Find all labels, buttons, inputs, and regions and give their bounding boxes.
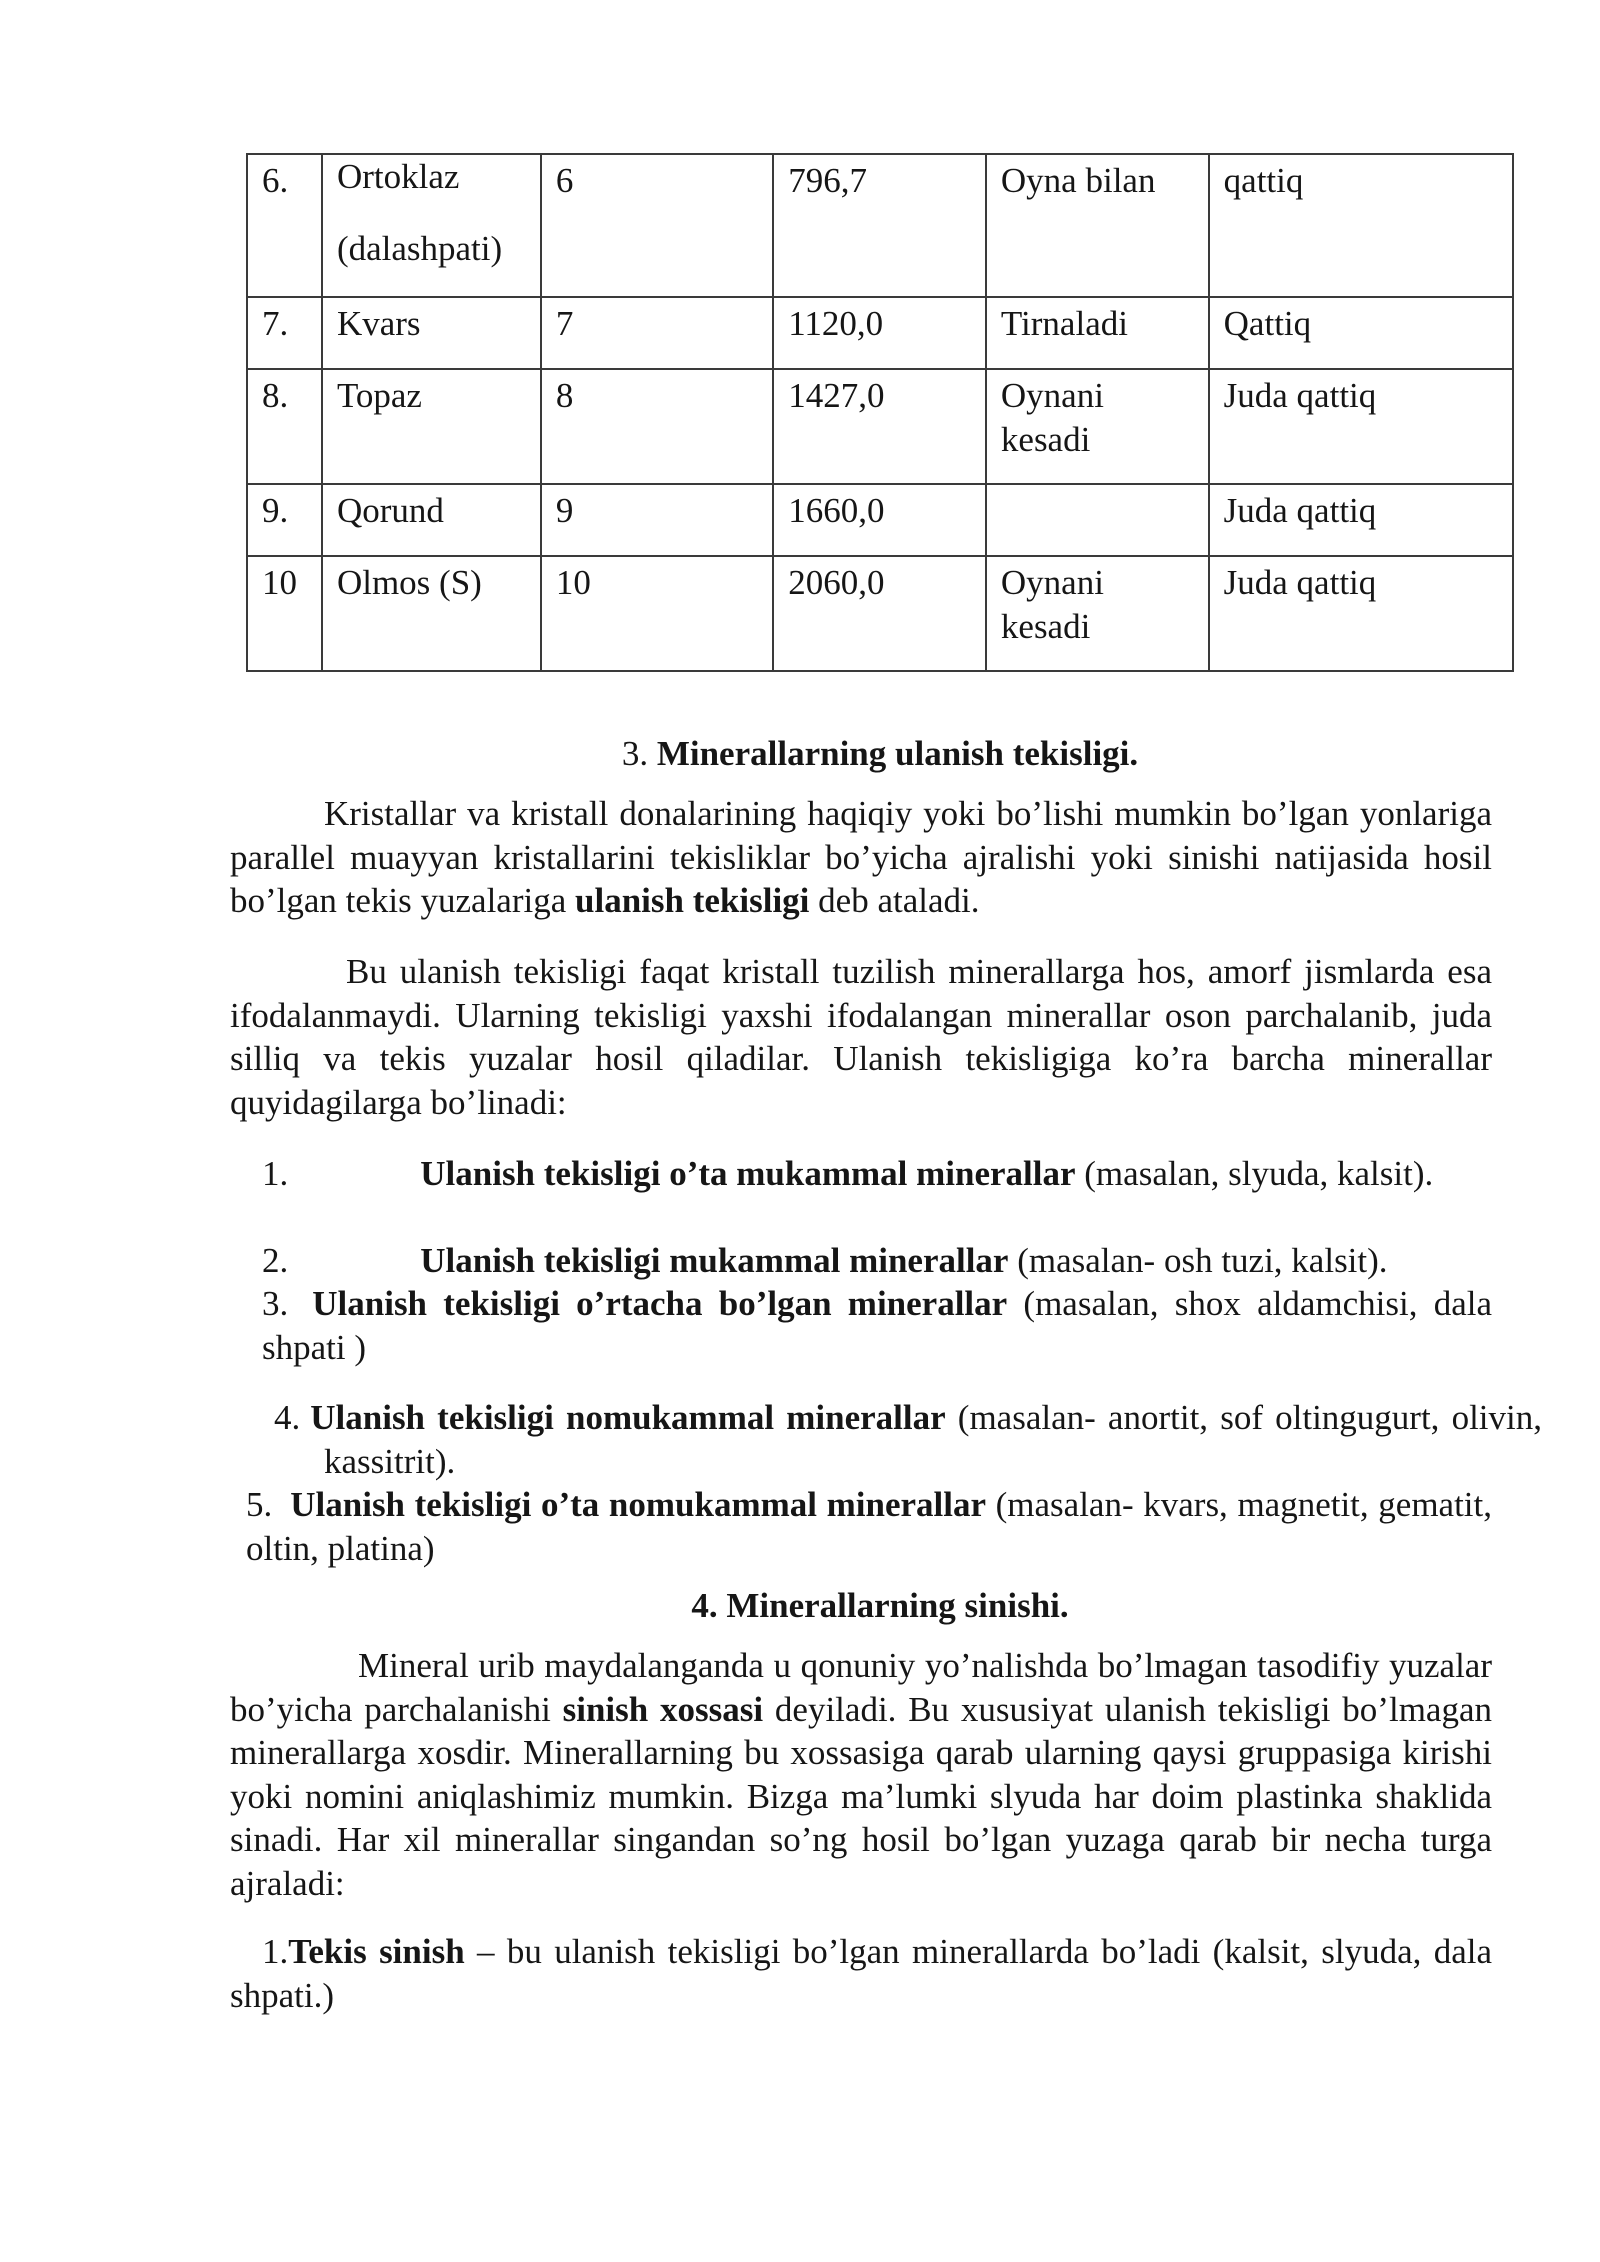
hardness-cell: 7 bbox=[541, 297, 773, 369]
hardness-cell: 9 bbox=[541, 484, 773, 556]
quality-cell: Juda qattiq bbox=[1209, 484, 1513, 556]
section-3-heading: 3. Minerallarning ulanish tekisligi. bbox=[621, 734, 1139, 773]
section-3-paragraph-1: Kristallar va kristall donalarining haqiqiy yoki bo’lishi mumkin bo’lgan yonlariga parallel muayyan kristallarini tekisliklar bo’yicha ajralishi yoki sinishi natijasida hosil bo’lgan tekis yuzalariga ulanish tekisligi deb ataladi. bbox=[230, 794, 1492, 920]
mineral-name-cell: Topaz bbox=[322, 369, 541, 484]
table-row bbox=[247, 556, 1513, 671]
quality-cell: Juda qattiq bbox=[1209, 369, 1513, 484]
row-number-cell: 9. bbox=[247, 484, 322, 556]
value-cell: 796,7 bbox=[773, 154, 986, 297]
row-number-cell: 6. bbox=[247, 154, 322, 297]
mineral-hardness-table bbox=[246, 153, 1514, 672]
mineral-name-cell: Kvars bbox=[322, 297, 541, 369]
table-row bbox=[247, 484, 1513, 556]
value-cell: 2060,0 bbox=[773, 556, 986, 671]
list-item: 4. Ulanish tekisligi nomukammal minerallar (masalan- anortit, sof oltingugurt, olivin, kassitrit). bbox=[274, 1398, 1542, 1481]
section-4-paragraph: Mineral urib maydalanganda u qonuniy yo’nalishda bo’lmagan tasodifiy yuzalar bo’yicha parchalanishi sinish xossasi deyiladi. Bu xususiyat ulanish tekisligi bo’lmagan minerallarga xosdir. Minerallarning bu xossasiga qarab ularning qaysi gruppasiga kirishi yoki nomini aniqlashimiz mumkin. Bizga ma’lumki slyuda har doim plastinka shaklida sinadi. Har xil minerallar singandan so’ng hosil bo’lgan yuzaga qarab bir necha turga ajraladi: bbox=[230, 1646, 1492, 1903]
list-item: 2. Ulanish tekisligi mukammal minerallar (masalan- osh tuzi, kalsit). bbox=[262, 1241, 1388, 1280]
section-3-paragraph-2: Bu ulanish tekisligi faqat kristall tuzilish minerallarga hos, amorf jismlarda esa ifodalanmaydi. Ularning tekisligi yaxshi ifodalangan minerallar oson parchalanib, juda silliq va tekis yuzalar hosil qiladilar. Ulanish tekisligiga ko’ra barcha minerallar quyidagilarga bo’linadi: bbox=[230, 952, 1492, 1122]
table-row bbox=[247, 369, 1513, 484]
test-cell: Tirnaladi bbox=[986, 297, 1209, 369]
value-cell: 1427,0 bbox=[773, 369, 986, 484]
quality-cell: Qattiq bbox=[1209, 297, 1513, 369]
test-cell: Oynani kesadi bbox=[986, 369, 1209, 484]
quality-cell: qattiq bbox=[1209, 154, 1513, 297]
mineral-name-cell: Olmos (S) bbox=[322, 556, 541, 671]
mineral-name-cell: Ortoklaz (dalashpati) bbox=[322, 154, 541, 297]
row-number-cell: 10 bbox=[247, 556, 322, 671]
test-cell bbox=[986, 484, 1209, 556]
section-4-heading: 4. Minerallarning sinishi. bbox=[691, 1586, 1069, 1625]
list-item: 1.Tekis sinish – bu ulanish tekisligi bo’lgan minerallarda bo’ladi (kalsit, slyuda, dala shpati.) bbox=[230, 1932, 1492, 2015]
mineral-name-cell: Qorund bbox=[322, 484, 541, 556]
list-item: 5. Ulanish tekisligi o’ta nomukammal minerallar (masalan- kvars, magnetit, gematit, oltin, platina) bbox=[246, 1485, 1492, 1568]
list-item: 3. Ulanish tekisligi o’rtacha bo’lgan minerallar (masalan, shox aldamchisi, dala shpati ) bbox=[262, 1284, 1492, 1367]
hardness-cell: 6 bbox=[541, 154, 773, 297]
value-cell: 1660,0 bbox=[773, 484, 986, 556]
row-number-cell: 8. bbox=[247, 369, 322, 484]
test-cell: Oyna bilan bbox=[986, 154, 1209, 297]
row-number-cell: 7. bbox=[247, 297, 322, 369]
hardness-cell: 10 bbox=[541, 556, 773, 671]
list-item: 1. Ulanish tekisligi o’ta mukammal minerallar (masalan, slyuda, kalsit). bbox=[262, 1154, 1434, 1193]
table-row bbox=[247, 297, 1513, 369]
table-row bbox=[247, 154, 1513, 297]
hardness-cell: 8 bbox=[541, 369, 773, 484]
quality-cell: Juda qattiq bbox=[1209, 556, 1513, 671]
test-cell: Oynani kesadi bbox=[986, 556, 1209, 671]
value-cell: 1120,0 bbox=[773, 297, 986, 369]
